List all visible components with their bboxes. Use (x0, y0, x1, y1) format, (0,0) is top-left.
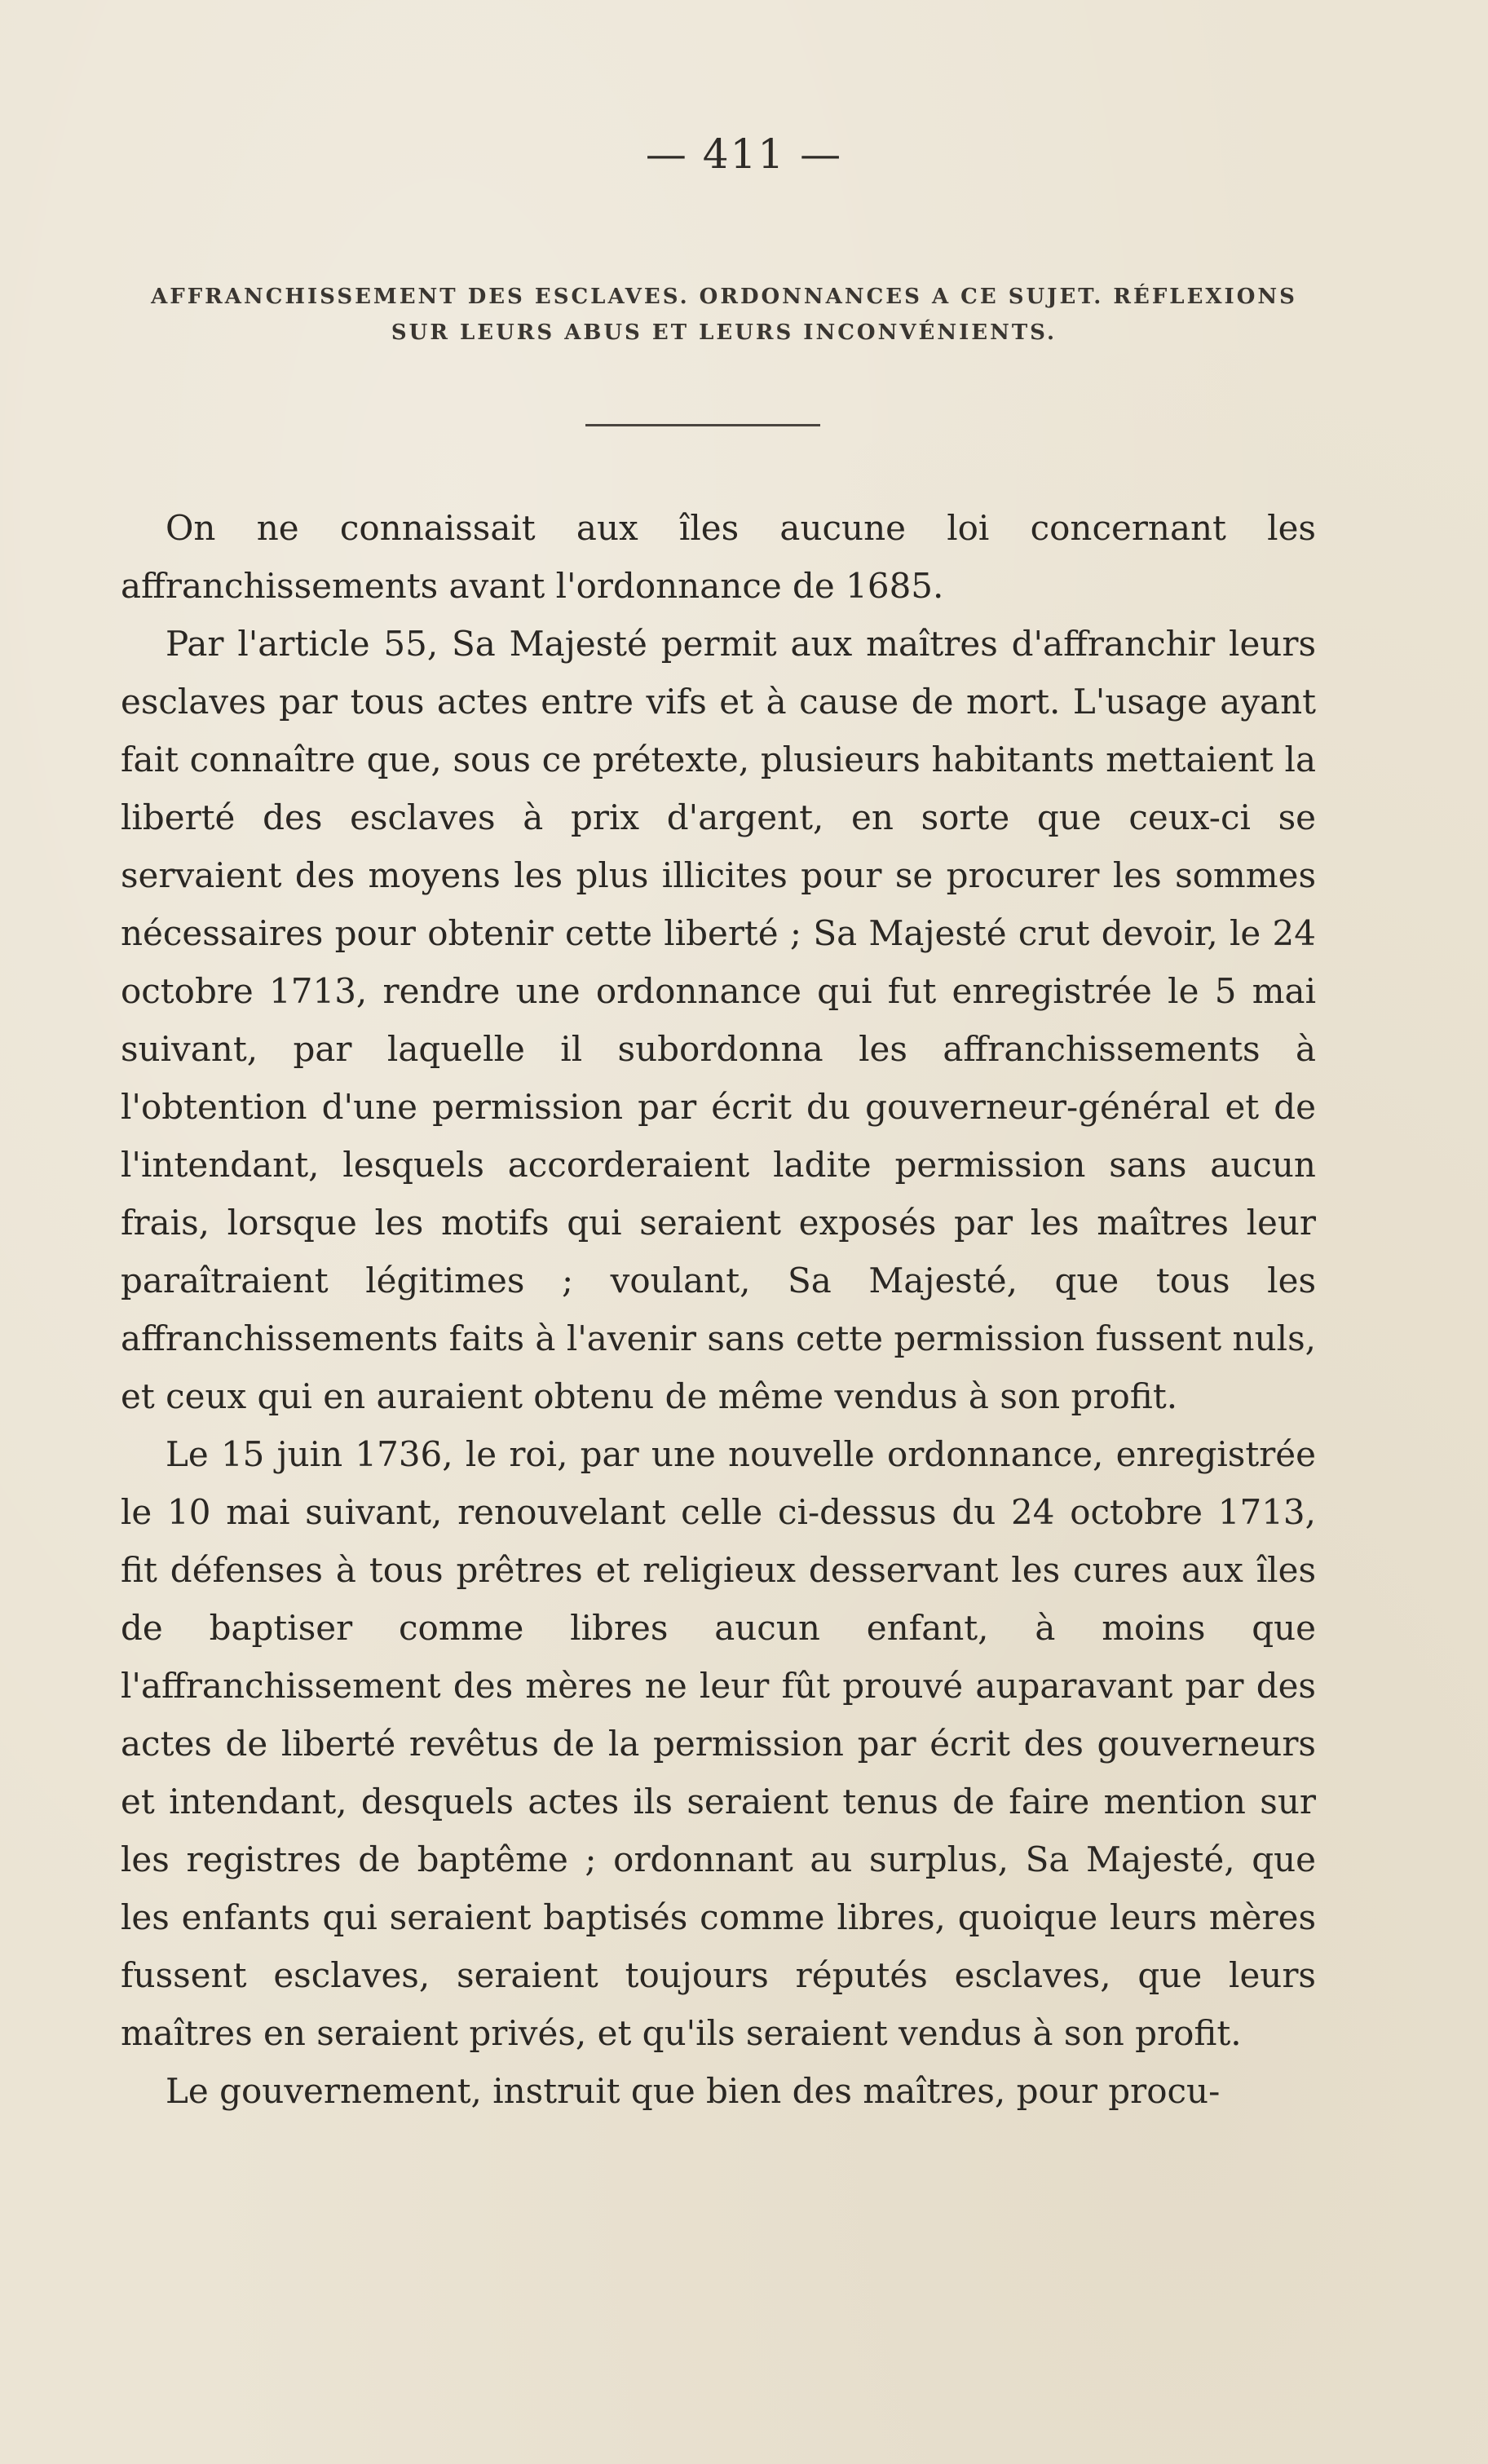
section-heading (121, 279, 1327, 351)
body-text (121, 499, 1316, 2120)
section-heading-line-2: SUR LEURS ABUS ET LEURS INCONVÉNIENTS. (391, 320, 1057, 345)
page-number: — 411 — (645, 130, 843, 178)
paragraph: Le 15 juin 1736, le roi, par une nouvelle ordonnance, enregistrée le 10 mai suivant, renouvelant celle ci-dessus du 24 octobre 1713, fit défenses à tous prêtres et religieux desservant les cures aux îles de baptiser comme libres aucun enfant, à moins que l'affranchissement des mères ne leur fût prouvé auparavant par des actes de liberté revêtus de la permission par écrit des gouverneurs et intendant, desquels actes ils seraient tenus de faire mention sur les registres de baptême ; ordonnant au surplus, Sa Majesté, que les enfants qui seraient baptisés comme libres, quoique leurs mères fussent esclaves, seraient toujours réputés esclaves, que leurs maîtres en seraient privés, et qu'ils seraient vendus à son profit. (121, 1434, 1316, 2053)
paragraph: On ne connaissait aux îles aucune loi concernant les affranchissements avant l'ordonnance de 1685. (121, 508, 1316, 606)
section-heading-line-1: AFFRANCHISSEMENT DES ESCLAVES. ORDONNANCES A CE SUJET. RÉFLEXIONS (151, 285, 1297, 309)
paragraph: Par l'article 55, Sa Majesté permit aux maîtres d'affranchir leurs esclaves par tous actes entre vifs et à cause de mort. L'usage ayant fait connaître que, sous ce prétexte, plusieurs habitants mettaient la liberté des esclaves à prix d'argent, en sorte que ceux-ci se servaient des moyens les plus illicites pour se procurer les sommes nécessaires pour obtenir cette liberté ; Sa Majesté crut devoir, le 24 octobre 1713, rendre une ordonnance qui fut enregistrée le 5 mai suivant, par laquelle il subordonna les affranchissements à l'obtention d'une permission par écrit du gouverneur-général et de l'intendant, lesquels accorderaient ladite permission sans aucun frais, lorsque les motifs qui seraient exposés par les maîtres leur paraîtraient légitimes ; voulant, Sa Majesté, que tous les affranchissements faits à l'avenir sans cette permission fussent nuls, et ceux qui en auraient obtenu de même vendus à son profit. (121, 624, 1316, 1416)
heading-rule-divider (585, 424, 820, 426)
paragraph: Le gouvernement, instruit que bien des maîtres, pour procu- (166, 2071, 1221, 2111)
